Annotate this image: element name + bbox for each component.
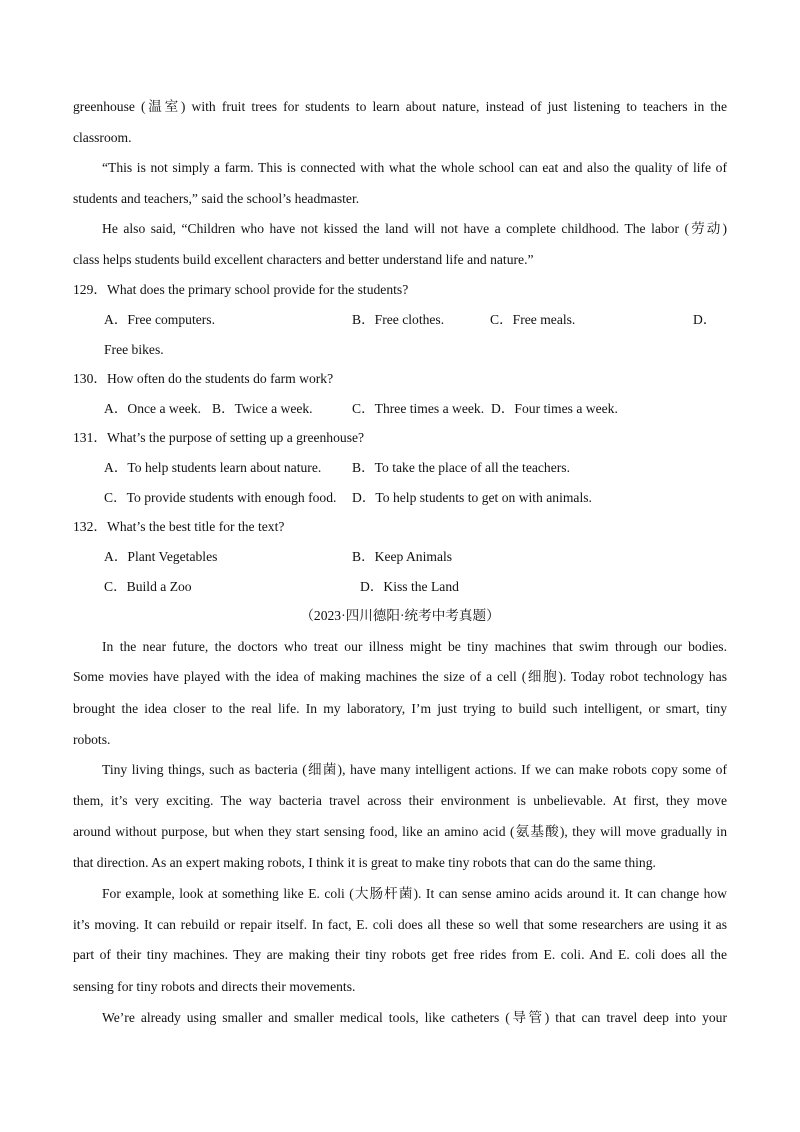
question-131-option-a: A．To help students learn about nature. xyxy=(104,460,322,475)
question-129-option-c: C．Free meals. xyxy=(490,312,576,327)
passage2-p2-line-1: Tiny living things, such as bacteria (细菌), have many intelligent actions. If we can make robots copy some of xyxy=(102,762,727,777)
passage2-p3-line-2: it’s moving. It can rebuild or repair itself. In fact, E. coli does all these so well that some researchers are using it as xyxy=(73,917,727,932)
question-131-option-b: B．To take the place of all the teachers. xyxy=(352,460,570,475)
passage1-line-4: students and teachers,” said the school’s headmaster. xyxy=(73,191,360,206)
question-132-stem: 132．What’s the best title for the text? xyxy=(73,519,285,534)
question-129-option-b: B．Free clothes. xyxy=(352,312,445,327)
passage2-p1-line-4: robots. xyxy=(73,732,111,747)
passage2-p4-line-1: We’re already using smaller and smaller medical tools, like catheters (导管) that can travel deep into your xyxy=(102,1010,727,1025)
question-132-option-a: A．Plant Vegetables xyxy=(104,549,218,564)
question-130-stem: 130．How often do the students do farm work? xyxy=(73,371,334,386)
passage2-p2-line-2: them, it’s very exciting. The way bacteria travel across their environment is unbelievable. At first, they move xyxy=(73,793,727,808)
question-129-stem: 129．What does the primary school provide for the students? xyxy=(73,282,409,297)
passage1-line-1: greenhouse (温室) with fruit trees for students to learn about nature, instead of just listening to teachers in the xyxy=(73,99,727,114)
question-130-option-c: C．Three times a week. xyxy=(352,401,485,416)
passage1-line-2: classroom. xyxy=(73,130,132,145)
passage2-p3-line-4: sensing for tiny robots and directs their movements. xyxy=(73,979,356,994)
question-131-stem: 131．What’s the purpose of setting up a greenhouse? xyxy=(73,430,365,445)
source-note: （2023·四川德阳·统考中考真题） xyxy=(300,608,500,623)
passage2-p2-line-4: that direction. As an expert making robots, I think it is great to make tiny robots that can do the same thing. xyxy=(73,855,656,870)
passage1-line-3: “This is not simply a farm. This is connected with what the whole school can eat and also the quality of life of xyxy=(102,160,727,175)
passage2-p1-line-1: In the near future, the doctors who treat our illness might be tiny machines that swim through our bodies. xyxy=(102,639,727,654)
passage2-p3-line-3: part of their tiny machines. They are making their tiny robots get free rides from E. coli. And E. coli does all the xyxy=(73,947,727,962)
question-131-option-d: D．To help students to get on with animals. xyxy=(352,490,592,505)
question-129-option-d-label: D． xyxy=(693,312,717,327)
question-132-option-d: D．Kiss the Land xyxy=(360,579,459,594)
passage2-p1-line-2: Some movies have played with the idea of making machines the size of a cell (细胞). Today robot technology has xyxy=(73,669,727,684)
question-132-option-b: B．Keep Animals xyxy=(352,549,453,564)
question-129-option-d-text: Free bikes. xyxy=(104,342,164,357)
question-132-option-c: C．Build a Zoo xyxy=(104,579,192,594)
passage1-line-6: class helps students build excellent characters and better understand life and nature.” xyxy=(73,252,534,267)
question-130-option-a: A．Once a week. xyxy=(104,401,202,416)
question-131-option-c: C．To provide students with enough food. xyxy=(104,490,337,505)
question-130-option-b: B．Twice a week. xyxy=(212,401,313,416)
passage2-p1-line-3: brought the idea closer to the real life. In my laboratory, I’m just trying to build such intelligent, or smart, tiny xyxy=(73,701,727,716)
question-129-option-a: A．Free computers. xyxy=(104,312,215,327)
passage2-p2-line-3: around without purpose, but when they start sensing food, like an amino acid (氨基酸), they will move gradually in xyxy=(73,824,727,839)
passage1-line-5: He also said, “Children who have not kissed the land will not have a complete childhood. The labor (劳动) xyxy=(102,221,727,236)
question-130-option-d: D．Four times a week. xyxy=(491,401,618,416)
passage2-p3-line-1: For example, look at something like E. coli (大肠杆菌). It can sense amino acids around it. It can change how xyxy=(102,886,727,901)
